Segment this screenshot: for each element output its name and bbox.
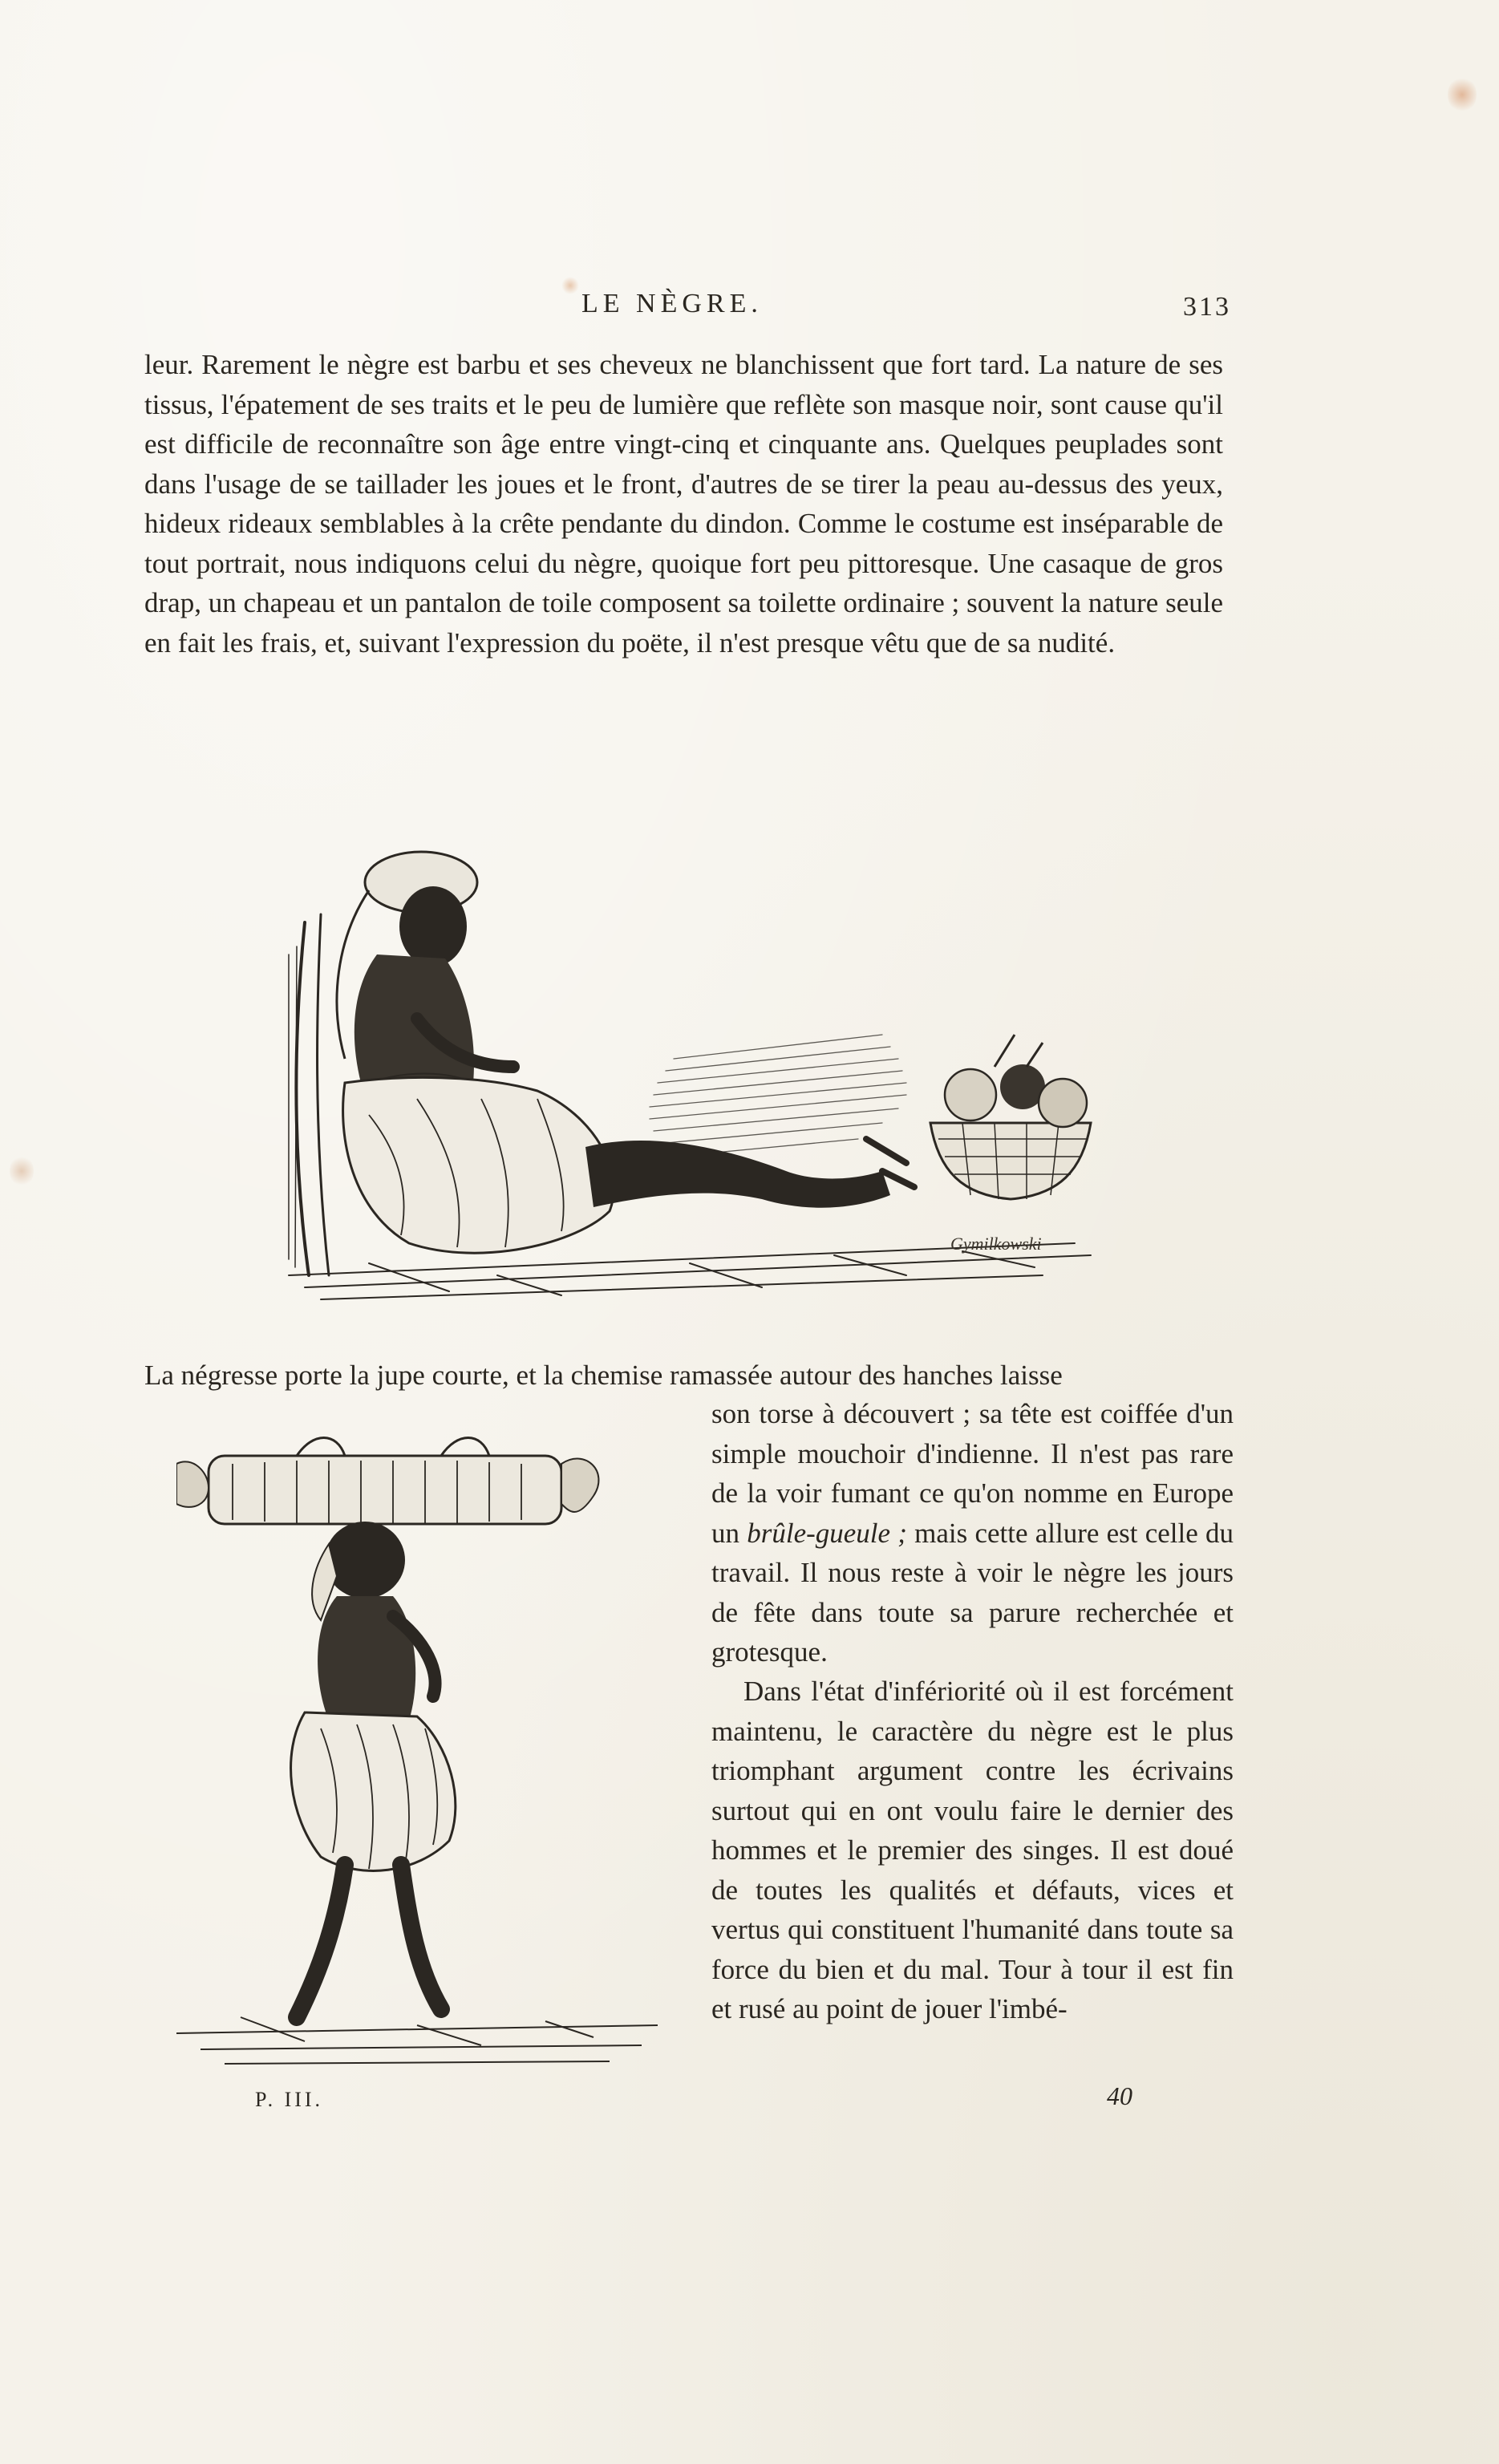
page-number: 313 bbox=[1183, 292, 1231, 322]
body-text: mais cette allure est celle du travail. Il nous reste à voir le nègre les jours de fête dans toute sa parure recherchée et grotesque. bbox=[711, 1517, 1234, 1668]
sheet-number: 40 bbox=[1107, 2081, 1132, 2110]
body-text: son torse à découvert ; sa tête est coiffée d'un simple mouchoir d'indienne. Il n'est pas rare de la voir fumant ce qu'on nomme en Europe un bbox=[711, 1398, 1234, 1549]
walking-woman-illustration bbox=[176, 1408, 674, 2073]
body-paragraph: Dans l'état d'infériorité où il est forcément maintenu, le caractère du nègre est le plus triomphant argument contre les écrivains surtout qui en ont voulu faire le dernier des hommes et le premier des singes. Il est doué de toutes les qualités et défauts, vices et vertus qui constituent l'humanité dans toute sa force du bien et du mal. Tour à tour il est fin et rusé au point de jouer l'imbé- bbox=[711, 1676, 1234, 2024]
body-paragraph: leur. Rarement le nègre est barbu et ses cheveux ne blanchissent que fort tard. La nature de ses tissus, l'épatement de ses traits et le peu de lumière que reflète son masque noir, sont cause qu'il est difficile de reconnaître son âge entre vingt-cinq et cinquante ans. Quelques peuplades sont dans l'usage de se taillader les joues et le front, d'autres de se tirer la peau au-dessus des yeux, hideux rideaux semblables à la crête pendante du dindon. Comme le costume est inséparable de tout portrait, nous indiquons celui du nègre, quoique fort peu pittoresque. Une casaque de gros drap, un chapeau et un pantalon de toile composent sa toilette ordinaire ; souvent la nature seule en fait les frais, et, suivant l'expression du poëte, il n'est presque vêtu que de sa nudité. bbox=[144, 349, 1223, 659]
body-paragraph bbox=[711, 1394, 1234, 1672]
body-paragraph: La négresse porte la jupe courte, et la chemise ramassée autour des hanches laisse bbox=[144, 1360, 1063, 1391]
body-text-italic: brûle-gueule ; bbox=[747, 1517, 907, 1549]
page-header bbox=[144, 289, 1231, 329]
artist-signature: Gymilkowski bbox=[950, 1234, 1042, 1254]
seated-woman-illustration bbox=[273, 794, 1123, 1307]
running-title: LE NÈGRE. bbox=[581, 289, 763, 318]
signature-mark: P. III. bbox=[255, 2088, 324, 2111]
paper-stain bbox=[1448, 76, 1477, 113]
paper-stain bbox=[10, 1155, 34, 1187]
